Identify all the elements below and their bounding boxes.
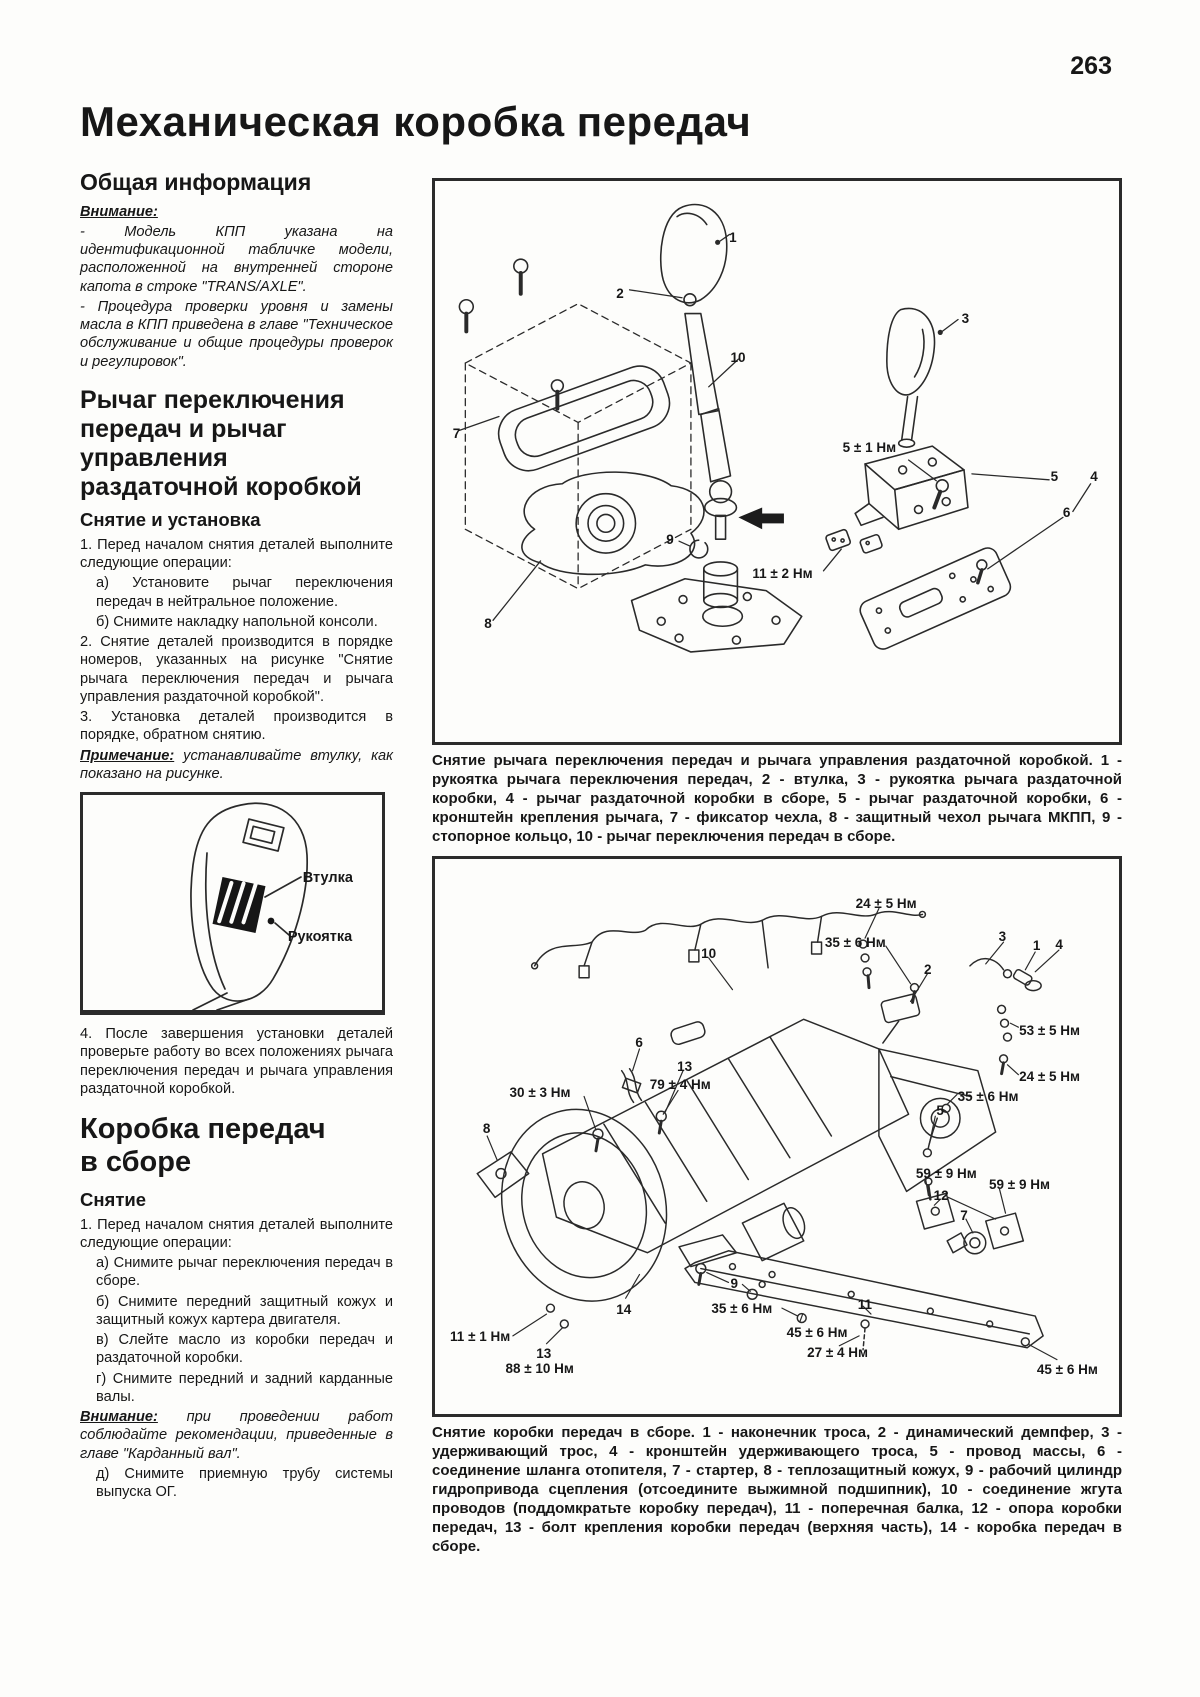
note-label: Примечание:	[80, 747, 175, 764]
fig2-callout: 10	[701, 946, 717, 962]
substep: б) Снимите накладку напольной консоли.	[96, 613, 378, 630]
figure-lever-removal	[432, 178, 1122, 745]
fig2-torque-label: 79 ± 4 Нм	[649, 1077, 711, 1092]
output-cone	[742, 1204, 808, 1261]
fig2-torque-label: 35 ± 6 Нм	[824, 934, 886, 950]
fig2-callout: 13	[677, 1059, 693, 1075]
bushing-black	[212, 877, 265, 933]
shift-lever	[685, 314, 736, 540]
substep: а) Установите рычаг переключения передач в нейтральное положение.	[96, 575, 393, 610]
leader-dot	[268, 918, 275, 925]
shift-knob	[661, 205, 727, 303]
step: 1. Перед началом снятия деталей выполните следующие операции:	[80, 536, 393, 572]
subheading-removal: Снятие	[80, 1188, 147, 1210]
leader-lines	[459, 234, 1090, 620]
fig2-callout: 6	[635, 1034, 643, 1050]
heading-shift-lever-section: Рычаг переключения передач и рычаг управления раздаточной коробкой	[80, 385, 362, 501]
starter	[947, 1232, 986, 1254]
lever-shaft	[193, 993, 249, 1010]
transfer-rod	[899, 397, 918, 447]
fig2-torque-label: 59 ± 9 Нм	[915, 1165, 977, 1181]
figure2-caption: Снятие коробки передач в сборе. 1 - наконечник троса, 2 - динамический демпфер, 3 - удерживающий трос, 4 - кронштейн удерживающего троса, 5 - провод массы, 6 - соединение шланга отопителя, 7 - стартер, 8 - теплозащитный кожух, 9 - рабочий цилиндр гидропривода сцепления (отсоедините выжимной подшипник), 10 - соединение жгута проводов (поддомкратьте коробку передач), 11 - поперечная балка, 12 - опора коробки передач, 13 - болт крепления коробки передач (верхняя часть), 14 - коробка передач в сборе.	[432, 1424, 1122, 1555]
warning-label-line	[80, 203, 393, 221]
warning	[80, 1408, 393, 1463]
boot-retainer-frame	[491, 359, 676, 478]
subheading-removal-install: Снятие и установка	[80, 508, 261, 530]
fig2-callout: 3	[998, 929, 1007, 945]
bracket-plate	[857, 545, 1014, 652]
cable-end-fittings	[970, 959, 1041, 991]
fig2-torque-label: 88 ± 10 Нм	[505, 1361, 574, 1377]
fig2-torque-label: 27 ± 4 Нм	[807, 1344, 869, 1360]
base-plate	[632, 579, 802, 652]
fig1-callout: 8	[484, 616, 492, 632]
substep: г) Снимите передний и задний карданные валы.	[96, 1370, 393, 1405]
fig2-torque-label: 11 ± 1 Нм	[450, 1328, 511, 1344]
fig2-callout: 8	[482, 1121, 491, 1137]
bell-housing	[479, 1090, 688, 1321]
bushing-inset-figure	[80, 792, 385, 1015]
fig1-torque-label: 5 ± 1 Нм	[842, 440, 897, 456]
fig2-callout: 12	[933, 1188, 949, 1203]
figure-gearbox-removal	[432, 856, 1122, 1417]
fig2-callout: 9	[730, 1275, 738, 1291]
figure1-caption: Снятие рычага переключения передач и рычага управления раздаточной коробкой. 1 - рукоятка рычага переключения передач, 2 - втулка, 3 - рукоятка рычага раздаточной коробки, 4 - рычаг раздаточной коробки в сборе, 5 - рычаг раздаточной коробки, 6 - кронштейн крепления рычага, 7 - фиксатор чехла, 8 - защитный чехол рычага МКПП, 9 - стопорное кольцо, 10 - рычаг переключения передач в сборе.	[432, 752, 1122, 845]
heading-gearbox-assembly: Коробка передач в сборе	[80, 1112, 326, 1179]
substep: б) Снимите передний защитный кожух и защитный кожух картера двигателя.	[96, 1293, 393, 1328]
clutch-cylinder	[670, 1021, 707, 1046]
warning-item: - Модель КПП указана на идентификационной табличке модели, расположенной на внутренней стороне капота в строке "TRANS/AXLE".	[80, 223, 393, 295]
exploded-lever-drawing	[435, 181, 1119, 742]
step: 4. После завершения установки деталей проверьте работу во всех положениях рычага переключения передач и рычага управления раздаточной коробкой.	[80, 1026, 393, 1097]
direction-arrow	[738, 508, 784, 530]
fig2-callout: 2	[924, 961, 932, 977]
heat-shield-bracket	[477, 1152, 528, 1198]
snap-ring	[690, 540, 708, 558]
right-column	[432, 178, 1122, 1567]
bushing	[684, 294, 696, 306]
page-number: 263	[1070, 52, 1112, 80]
damper-shaft	[883, 1022, 899, 1044]
fig1-callout: 6	[1062, 505, 1071, 521]
fig2-torque-label: 59 ± 9 Нм	[989, 1176, 1050, 1192]
fig2-torque-label: 53 ± 5 Нм	[1019, 1022, 1081, 1038]
warning-item: - Процедура проверки уровня и замены масла в КПП приведена в главе "Техническое обслуживание и общие процедуры проверок и регулировок".	[80, 298, 393, 370]
inset-label-knob: Рукоятка	[287, 929, 353, 946]
fig2-torque-label: 45 ± 6 Нм	[786, 1324, 848, 1340]
gearbox-assembly-drawing	[435, 859, 1119, 1414]
fig1-callout: 5	[1050, 469, 1059, 485]
left-column	[80, 168, 393, 1503]
step: 1. Перед началом снятия деталей выполните следующие операции:	[80, 1216, 393, 1252]
fig2-callout: 14	[616, 1301, 632, 1317]
leader-line	[265, 877, 301, 897]
crossmember	[679, 1235, 1043, 1348]
fig1-torque-label: 11 ± 2 Нм	[752, 565, 813, 581]
fig2-torque-label: 24 ± 5 Нм	[1019, 1069, 1081, 1085]
bolt	[934, 480, 948, 508]
fig2-callout: 11	[857, 1296, 872, 1312]
fig2-torque-label: 35 ± 6 Нм	[957, 1089, 1019, 1105]
step: 2. Снятие деталей производится в порядке номеров, указанных на рисунке "Снятие рычага переключения передач и рычага управления раздаточной коробкой".	[80, 634, 393, 705]
leader-lines	[487, 909, 1059, 1360]
substep: а) Снимите рычаг переключения передач в сборе.	[96, 1255, 393, 1290]
page-title: Механическая коробка передач	[80, 98, 752, 145]
note-text: устанавливайте втулку, как показано на рисунке.	[80, 747, 393, 782]
heater-hose	[622, 1069, 642, 1103]
fig1-callout: 1	[729, 230, 737, 246]
fig1-callout: 2	[616, 285, 624, 301]
fig2-torque-label: 24 ± 5 Нм	[855, 896, 917, 912]
shift-boot	[522, 472, 704, 574]
fig2-callout: 7	[960, 1207, 968, 1223]
inset-label-bushing: Втулка	[302, 870, 353, 887]
bolt	[459, 259, 563, 408]
fig1-callout: 10	[730, 350, 746, 366]
dashed-box	[465, 304, 691, 589]
fig2-callout: 13	[536, 1346, 552, 1362]
substep: д) Снимите приемную трубу системы выпуска ОГ.	[96, 1465, 393, 1501]
warning-text: при проведении работ соблюдайте рекомендации, приведенные в главе "Карданный вал".	[80, 1409, 394, 1462]
knob-bushing-drawing	[83, 795, 382, 1010]
fig1-callout: 3	[961, 311, 970, 327]
fig1-callout: 4	[1090, 469, 1098, 485]
warning-label: Внимание:	[80, 1409, 158, 1426]
fig1-callout: 9	[666, 532, 674, 548]
fig2-torque-label: 45 ± 6 Нм	[1036, 1362, 1098, 1378]
fig2-callout: 4	[1055, 936, 1063, 952]
substep: в) Слейте масло из коробки передач и раздаточной коробки.	[96, 1332, 393, 1367]
fig1-callout: 7	[452, 425, 461, 441]
heading-general-info: Общая информация	[80, 169, 312, 195]
bolt	[546, 941, 1029, 1351]
fig2-callout: 1	[1032, 938, 1041, 954]
bolt	[977, 560, 987, 583]
fig2-torque-label: 35 ± 6 Нм	[711, 1301, 773, 1317]
fig2-callout: 5	[936, 1103, 944, 1119]
transfer-lever-base	[855, 446, 968, 529]
warning-label: Внимание:	[80, 203, 158, 220]
note	[80, 747, 393, 783]
step: 3. Установка деталей производится в порядке, обратном снятию.	[80, 709, 393, 744]
transfer-knob	[887, 308, 935, 394]
fig2-torque-label: 30 ± 3 Нм	[509, 1084, 571, 1100]
